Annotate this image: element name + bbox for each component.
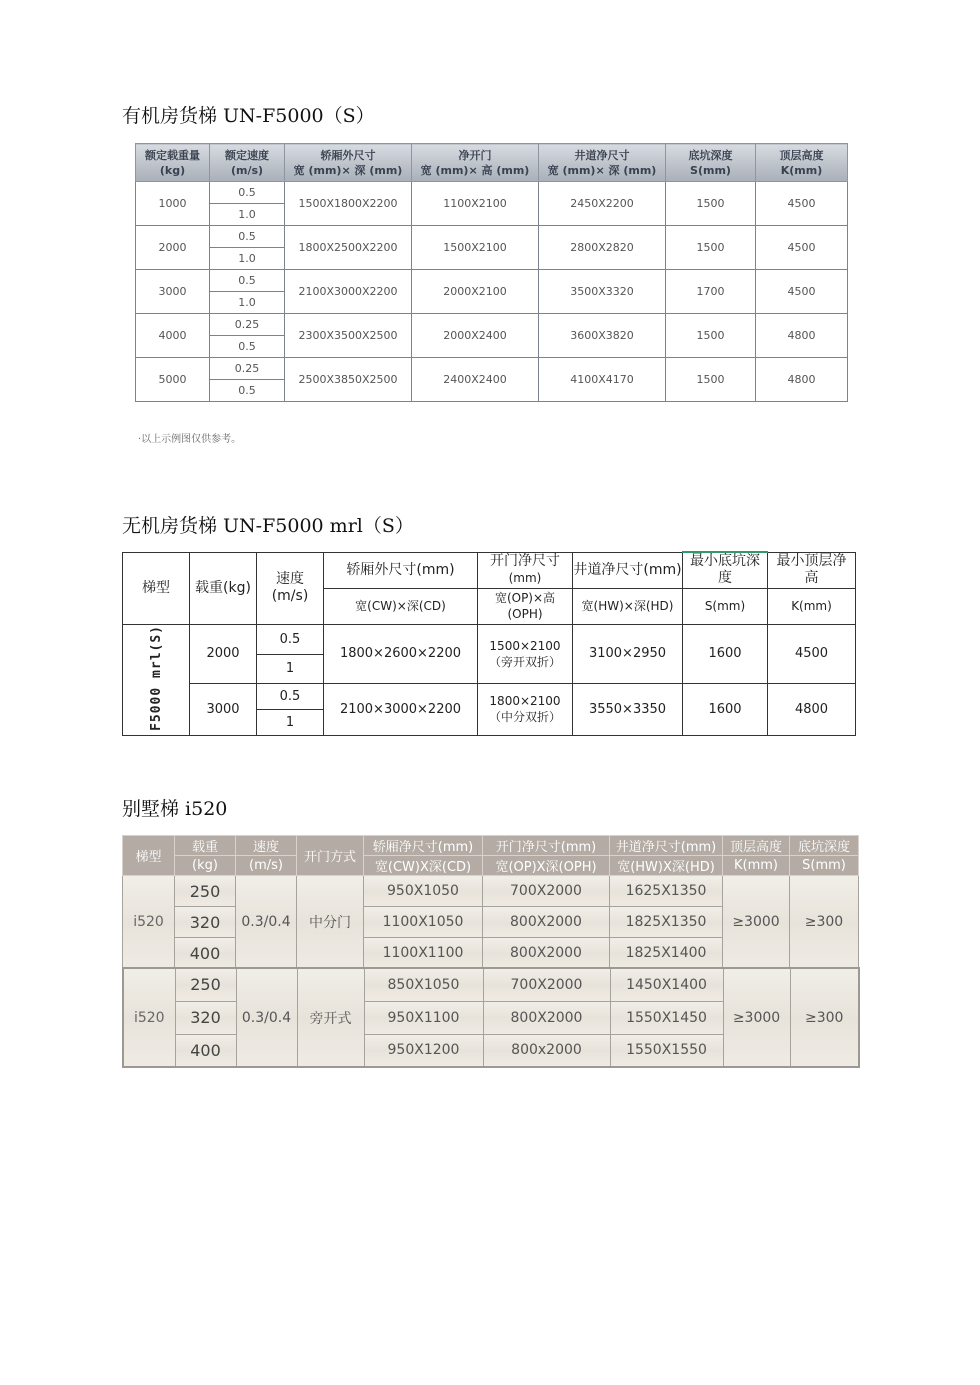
table-row: i520 250 0.3/0.4 中分门 950X1050 700X2000 1625X1350 ≥3000 ≥300 [123,876,859,907]
header-pit-depth: 底坑深度 S(mm) [666,144,756,182]
table-row: 320 950X1100 800X2000 1550X1450 [123,1001,859,1034]
subheader-door: 宽(OP)×高 (OPH) [478,588,573,624]
subheader-shaft: 宽(HW)×深(HD) [573,588,683,624]
header-load: 载重(kg) [190,552,257,624]
reference-note: ·以上示例图仅供参考。 [138,434,242,445]
header-car-size: 轿厢外尺寸(mm) [324,552,478,588]
table-row: 400 1100X1100 800X2000 1825X1400 [123,938,859,969]
section2-title: 无机房货梯 UN-F5000 mrl（S） [122,515,414,537]
table-row: 5000 0.25 2500X3850X2500 2400X2400 4100X4170 1500 4800 [136,358,848,380]
header-open-type: 开门方式 [297,836,364,876]
table-row: F5000 mrl(S) 2000 0.5 1800×2600×2200 1500×2100 （旁开双折） 3100×2950 1600 4500 [123,624,856,654]
table-header-row [136,144,848,182]
section1-title: 有机房货梯 UN-F5000（S） [122,105,375,127]
header-load: 载重 [175,836,236,856]
subheader-top: K(mm) [768,588,856,624]
header-door-size: 开门净尺寸(mm) [483,836,610,856]
header-type: 梯型 [123,552,190,624]
table-row: 0.5 [136,336,848,358]
freight-elevator-table [135,143,848,402]
table-subheader-row: (kg) (m/s) 宽(CW)X深(CD) 宽(OP)X深(OPH) 宽(HW)X深(HD) K(mm) S(mm) [123,856,859,876]
header-shaft-size: 井道净尺寸 宽 (mm)× 深 (mm) [539,144,666,182]
header-door-size: 净开门 宽 (mm)× 高 (mm) [412,144,539,182]
section3-title: 别墅梯 i520 [122,798,228,820]
header-top-height: 最小顶层净 高 [768,552,856,588]
header-speed: 速度 (m/s) [257,552,324,624]
subheader-car: 宽(CW)×深(CD) [324,588,478,624]
table-row: 1.0 [136,292,848,314]
header-pit-depth: 最小底坑深 度 [683,552,768,588]
table-header-row [123,552,856,588]
table-row: 3000 0.5 2100X3000X2200 2000X2100 3500X3320 1700 4500 [136,270,848,292]
header-car-size: 轿厢净尺寸(mm) [364,836,483,856]
table-row: 0.5 [136,380,848,402]
table-row: 1000 0.5 1500X1800X2200 1100X2100 2450X2200 1500 4500 [136,182,848,204]
mrl-freight-elevator-table [122,551,856,736]
table-row: 320 1100X1050 800X2000 1825X1350 [123,907,859,938]
header-door-size: 开门净尺寸 (mm) [478,552,573,588]
header-car-size: 轿厢外尺寸 宽 (mm)× 深 (mm) [285,144,412,182]
table-row: 1.0 [136,204,848,226]
villa-elevator-table-side-opening [122,967,860,1068]
table-row: 1.0 [136,248,848,270]
table-row: 1 [123,709,856,735]
header-top-height: 顶层高度 K(mm) [756,144,848,182]
subheader-pit: S(mm) [683,588,768,624]
header-pit-depth: 底坑深度 [790,836,859,856]
header-load: 额定载重量 (kg) [136,144,210,182]
table-row: i520 250 0.3/0.4 旁开式 850X1050 700X2000 1450X1400 ≥3000 ≥300 [123,968,859,1001]
header-type: 梯型 [123,836,175,876]
villa-elevator-table-center-opening [122,835,859,969]
header-speed: 额定速度 (m/s) [210,144,285,182]
table-row: 3000 0.5 2100×3000×2200 1800×2100 （中分双折） 3550×3350 1600 4800 [123,683,856,709]
table-row: 2000 0.5 1800X2500X2200 1500X2100 2800X2820 1500 4500 [136,226,848,248]
table-row: 1 [123,654,856,683]
header-shaft-size: 井道净尺寸(mm) [610,836,723,856]
header-top-height: 顶层高度 [723,836,790,856]
table-row: 4000 0.25 2300X3500X2500 2000X2400 3600X3820 1500 4800 [136,314,848,336]
header-shaft-size: 井道净尺寸(mm) [573,552,683,588]
table-row: 400 950X1200 800x2000 1550X1550 [123,1034,859,1067]
header-speed: 速度 [236,836,297,856]
model-label: F5000 mrl(S) [123,624,190,735]
table-header-row [123,836,859,856]
